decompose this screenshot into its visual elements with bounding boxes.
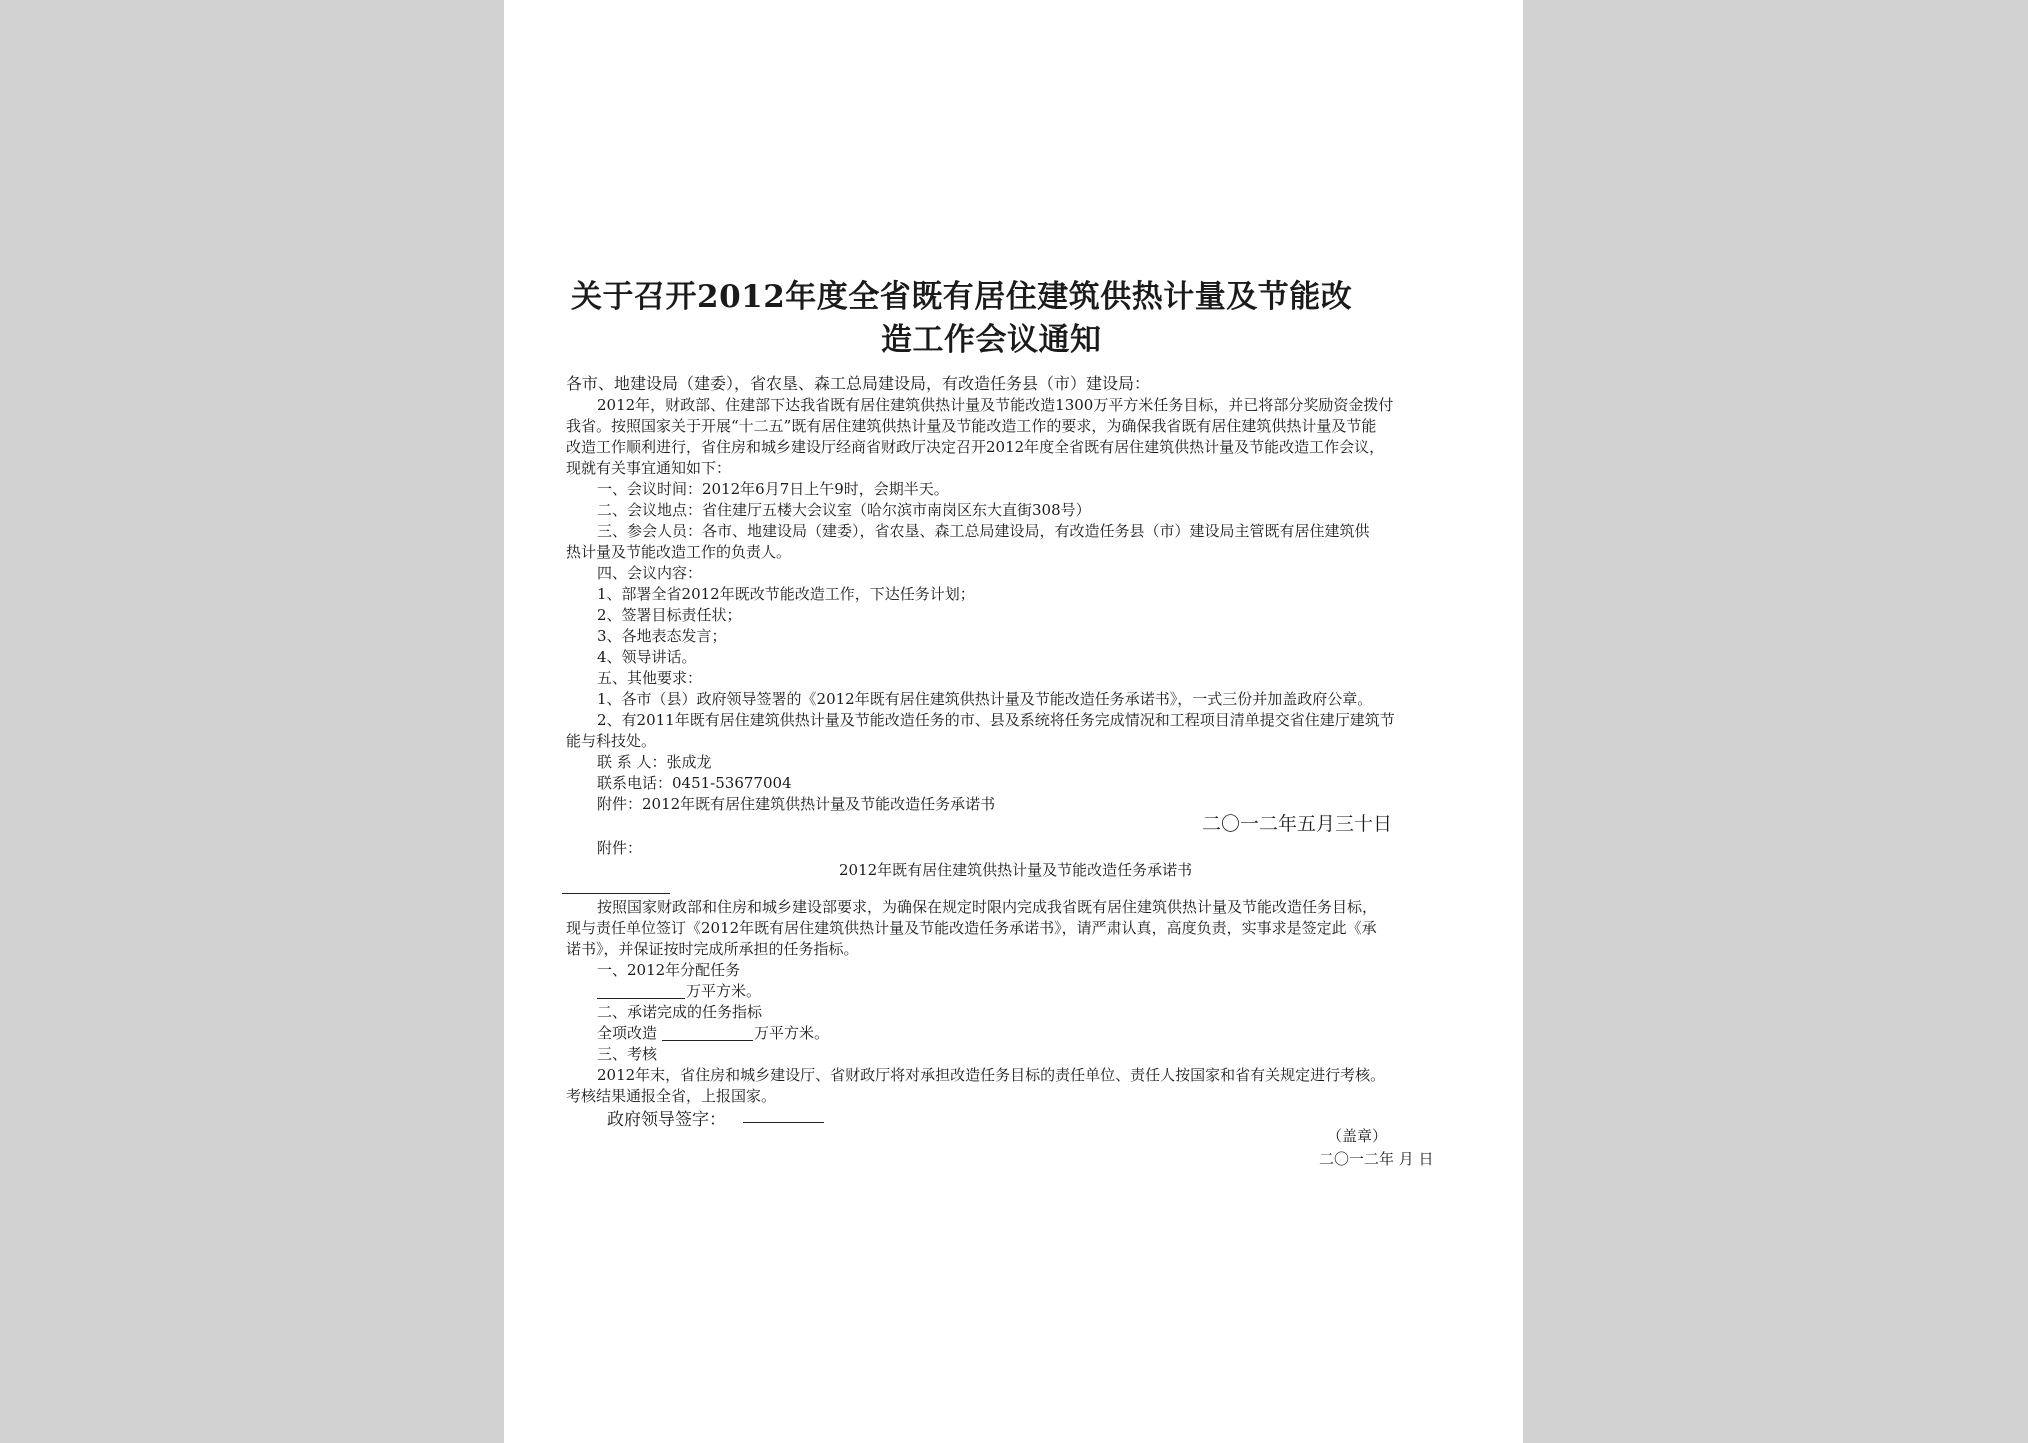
pledge-section-3-para-1: 2012年末，省住房和城乡建设厅、省财政厅将对承担改造任务目标的责任单位、责任人按国家和省有关规定进行考核。 xyxy=(597,1066,1386,1084)
item-content-2: 2、签署目标责任状； xyxy=(597,606,742,624)
notice-date: 二〇一二年五月三十日 xyxy=(1202,813,1393,835)
item-other-head: 五、其他要求： xyxy=(597,669,703,687)
item-attendees-1: 三、参会人员：各市、地建设局（建委），省农垦、森工总局建设局，有改造任务县（市）建设局主管既有居住建筑供 xyxy=(597,522,1370,540)
title-line-1: 关于召开2012年度全省既有居住建筑供热计量及节能改 xyxy=(571,279,1353,315)
item-other-2a: 2、有2011年既有居住建筑供热计量及节能改造任务的市、县及系统将任务完成情况和工程项目清单提交省住建厅建筑节 xyxy=(597,711,1395,729)
pledge-section-1-unit: 万平方米。 xyxy=(686,982,762,1000)
target-blank-line xyxy=(662,1040,753,1041)
pledge-section-2-unit: 万平方米。 xyxy=(754,1024,830,1042)
item-place: 二、会议地点：省住建厅五楼大会议室（哈尔滨市南岗区东大直街308号） xyxy=(597,501,1091,519)
item-attendees-2: 热计量及节能改造工作的负责人。 xyxy=(566,543,792,561)
pledge-para-1: 按照国家财政部和住房和城乡建设部要求，为确保在规定时限内完成我省既有居住建筑供热计量及节能改造任务目标， xyxy=(597,898,1378,916)
pledge-section-2-text: 全项改造 xyxy=(597,1024,658,1042)
pledge-para-3: 诺书》，并保证按时完成所承担的任务指标。 xyxy=(566,940,859,958)
intro-line-2: 我省。按照国家关于开展“十二五”既有居住建筑供热计量及节能改造工作的要求，为确保我省既有居住建筑供热计量及节能 xyxy=(566,417,1377,435)
signature-blank-line xyxy=(743,1122,824,1123)
pledge-para-2: 现与责任单位签订《2012年既有居住建筑供热计量及节能改造任务承诺书》，请严肃认真，高度负责，实事求是签定此《承 xyxy=(566,919,1377,937)
item-other-2b: 能与科技处。 xyxy=(566,732,657,750)
seal-label: （盖章） xyxy=(1327,1127,1388,1145)
contact-person: 联 系 人：张成龙 xyxy=(597,753,712,771)
item-content-3: 3、各地表态发言； xyxy=(597,627,727,645)
task-blank-line xyxy=(597,998,685,999)
pledge-section-1: 一、2012年分配任务 xyxy=(597,961,741,979)
annex-title: 2012年既有居住建筑供热计量及节能改造任务承诺书 xyxy=(839,861,1193,879)
item-content-1: 1、部署全省2012年既改节能改造工作，下达任务计划； xyxy=(597,585,975,603)
pledge-section-3-para-2: 考核结果通报全省，上报国家。 xyxy=(566,1087,777,1105)
intro-line-3: 改造工作顺利进行，省住房和城乡建设厅经商省财政厅决定召开2012年度全省既有居住建筑供热计量及节能改造工作会议， xyxy=(566,438,1385,456)
signature-label: 政府领导签字： xyxy=(607,1110,726,1130)
annex-divider xyxy=(562,893,670,894)
item-time: 一、会议时间：2012年6月7日上午9时，会期半天。 xyxy=(597,480,949,498)
document-page xyxy=(504,0,1523,1443)
item-content-4: 4、领导讲话。 xyxy=(597,648,697,666)
annex-label: 附件： xyxy=(597,839,643,857)
pledge-section-2: 二、承诺完成的任务指标 xyxy=(597,1003,763,1021)
intro-line-4: 现就有关事宜通知如下： xyxy=(566,459,732,477)
contact-phone: 联系电话：0451-53677004 xyxy=(597,774,792,792)
attachment-line: 附件：2012年既有居住建筑供热计量及节能改造任务承诺书 xyxy=(597,795,996,813)
addressee: 各市、地建设局（建委），省农垦、森工总局建设局，有改造任务县（市）建设局： xyxy=(566,374,1151,393)
item-other-1: 1、各市（县）政府领导签署的《2012年既有居住建筑供热计量及节能改造任务承诺书》，一式三份并加盖政府公章。 xyxy=(597,690,1373,708)
sign-date: 二〇一二年 月 日 xyxy=(1319,1150,1434,1168)
title-line-2: 造工作会议通知 xyxy=(881,322,1102,358)
intro-line-1: 2012年，财政部、住建部下达我省既有居住建筑供热计量及节能改造1300万平方米任务目标，并已将部分奖励资金拨付 xyxy=(597,396,1394,414)
item-content-head: 四、会议内容： xyxy=(597,564,703,582)
pledge-section-3: 三、考核 xyxy=(597,1045,658,1063)
